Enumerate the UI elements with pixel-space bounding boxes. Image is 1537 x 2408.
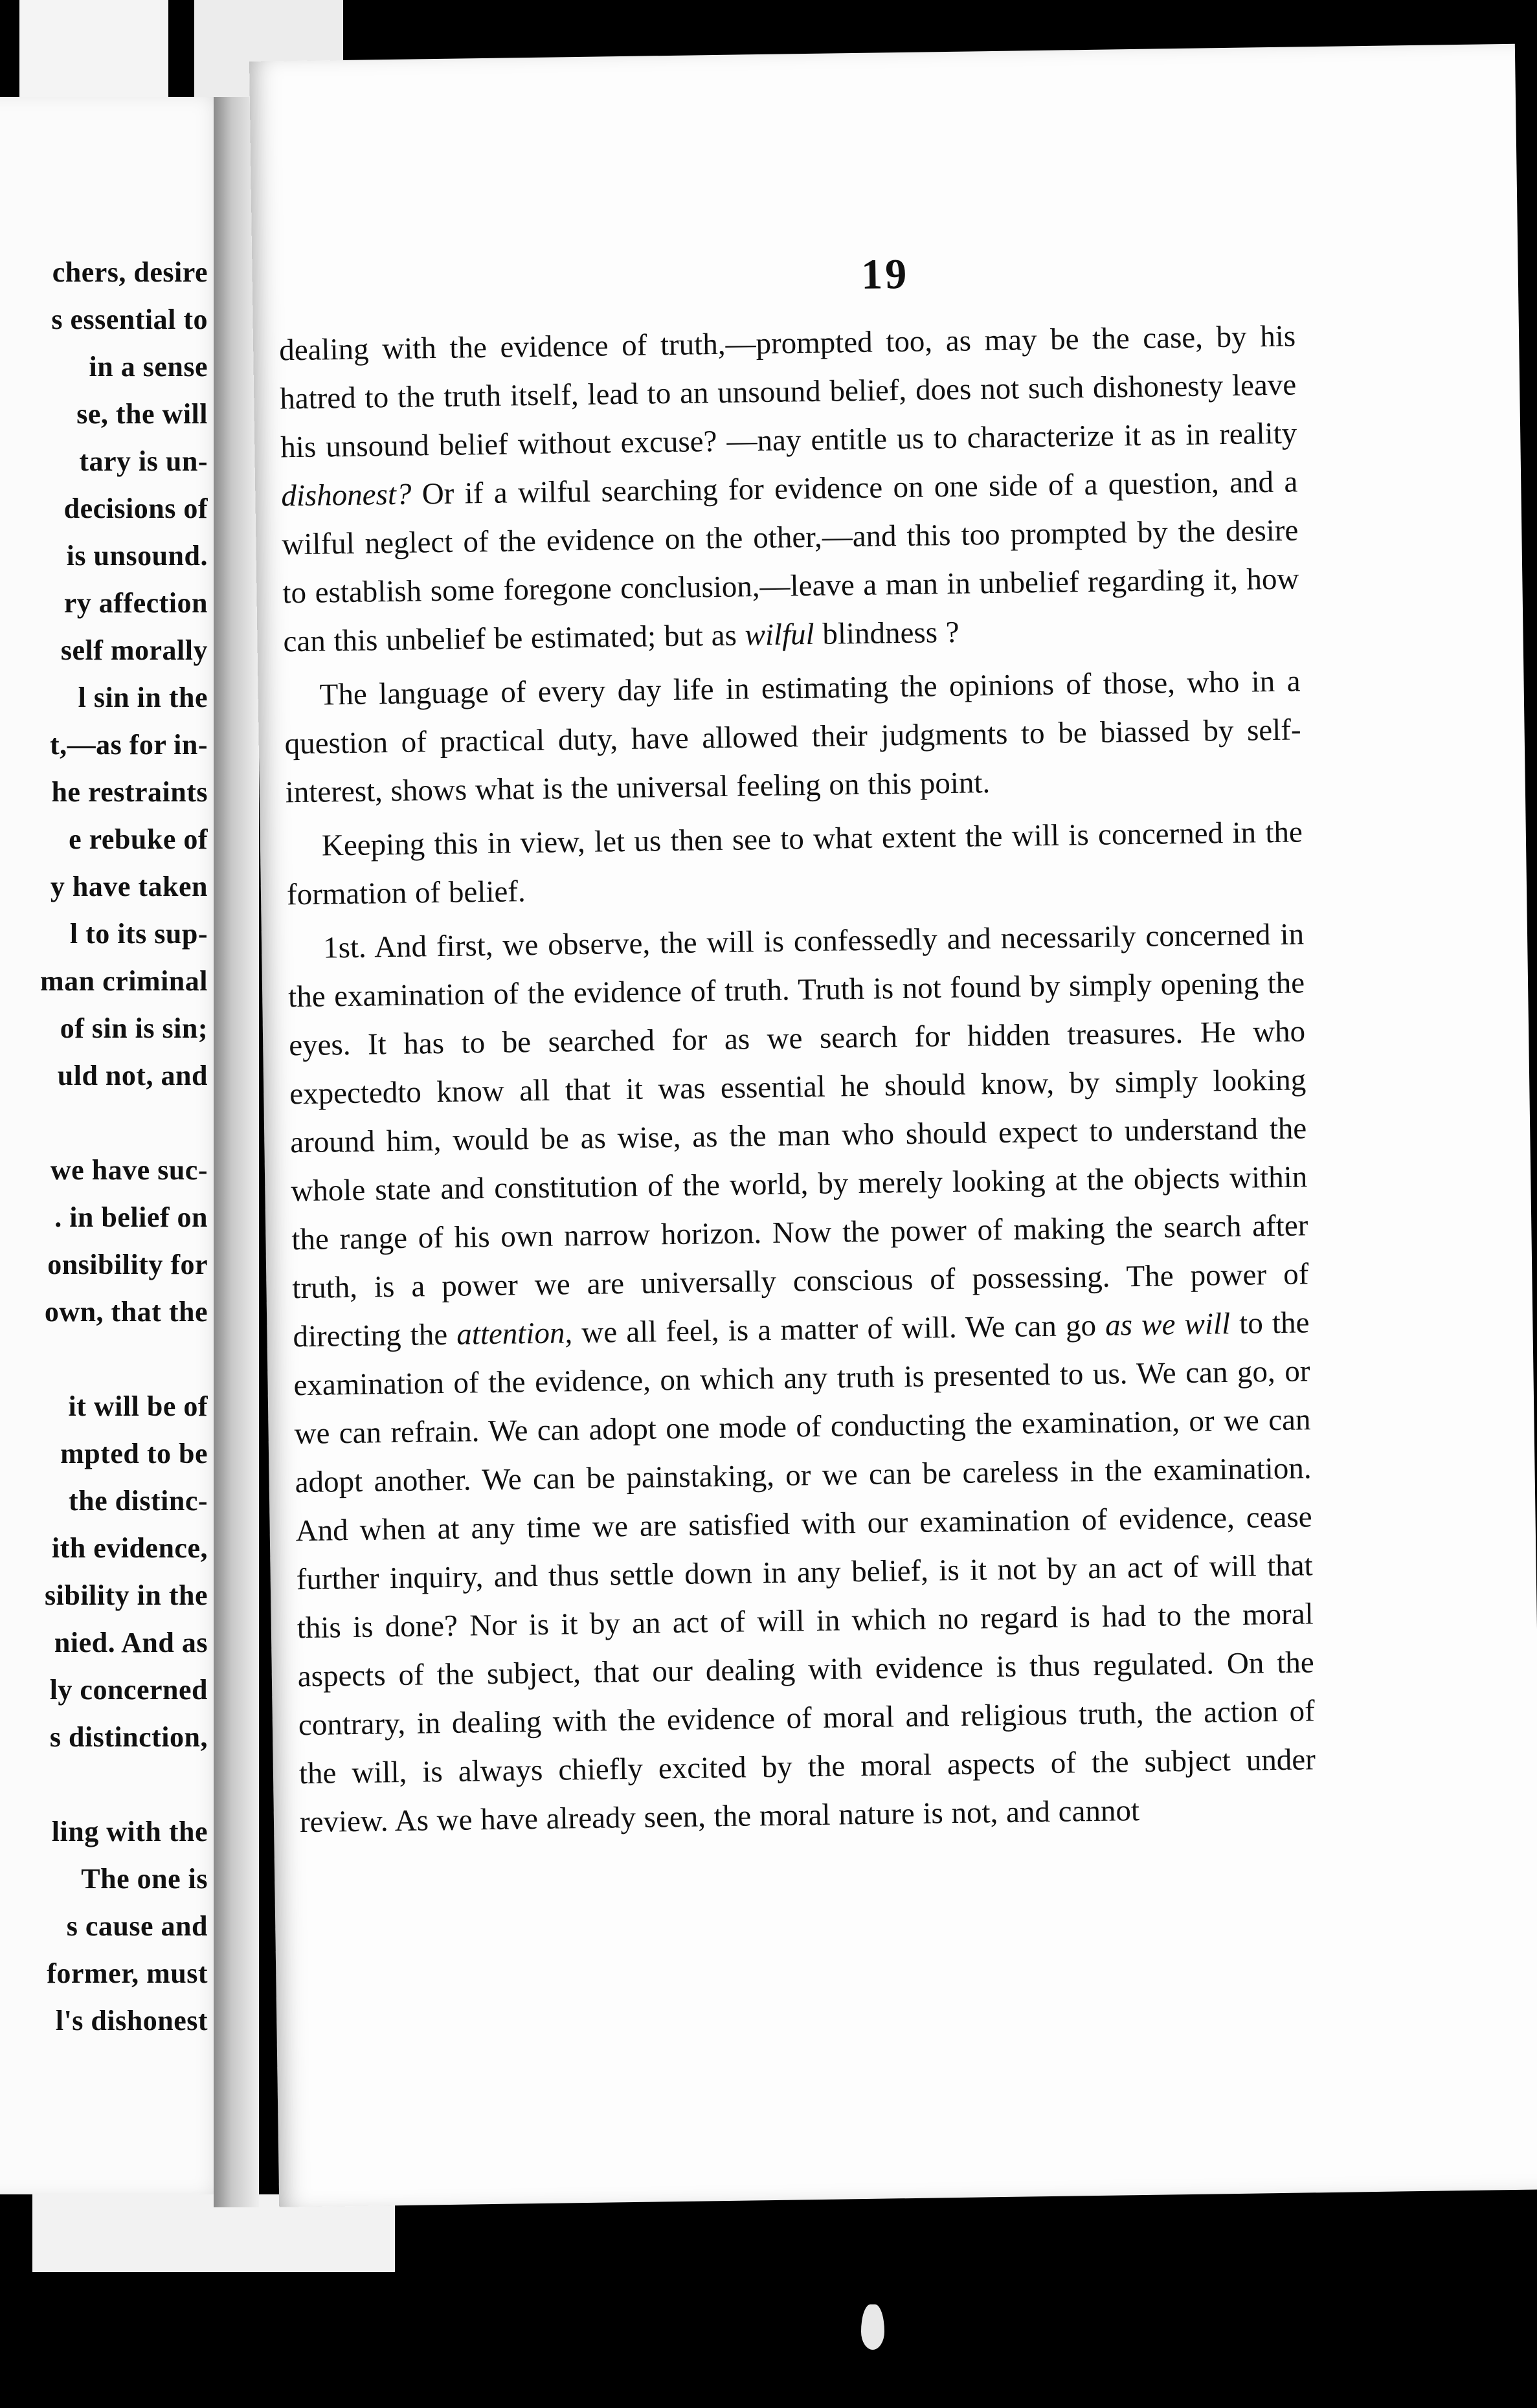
left-page-line: in a sense xyxy=(89,351,208,383)
left-page-line: s essential to xyxy=(51,304,208,335)
left-page-line: uld not, and xyxy=(57,1060,208,1091)
left-page-line: man criminal xyxy=(40,965,208,997)
left-page-line: the distinc- xyxy=(69,1485,208,1517)
left-page-line: he restraints xyxy=(51,776,208,808)
paragraph: Keeping this in view, let us then see to what extent the will is concerned in the formation of belief. xyxy=(286,815,1303,912)
left-page-line: ly concerned xyxy=(49,1674,208,1706)
left-page-line: decisions of xyxy=(63,493,208,524)
left-page-fragment xyxy=(0,97,230,2194)
left-page-line: l sin in the xyxy=(78,682,208,713)
left-page-line: . in belief on xyxy=(54,1201,208,1233)
left-page-line: self morally xyxy=(60,634,208,666)
left-page-line: The one is xyxy=(81,1863,208,1895)
left-page-line: s cause and xyxy=(66,1910,208,1942)
italic-word: dishonest? xyxy=(281,477,412,513)
left-page-line: ith evidence, xyxy=(51,1532,208,1564)
book-gutter-shadow xyxy=(214,97,259,2207)
left-page-line: e rebuke of xyxy=(69,823,208,855)
page-number: 19 xyxy=(860,250,910,298)
left-page-line: y have taken xyxy=(50,871,208,902)
left-page-line: l's dishonest xyxy=(55,2005,208,2036)
text-run: dealing with the evidence of truth,—prompted too, as may be the case, by his hatred to the truth itself, lead to an unsound belief, does not such dishonesty leave his unsound belief without excuse? —nay entitle us to characterize it as in reality xyxy=(278,319,1297,465)
left-page-line: nied. And as xyxy=(54,1627,208,1658)
left-page-line: ling with the xyxy=(51,1816,208,1847)
left-page-line: t,—as for in- xyxy=(49,729,208,761)
page-body-text xyxy=(279,312,1317,1847)
italic-word: attention, xyxy=(456,1316,573,1352)
right-page xyxy=(249,44,1537,2207)
left-page-line: sibility in the xyxy=(45,1579,208,1611)
text-run: 1st. And first, we observe, the will is confessedly and necessarily concerned in the examination of the evidence of truth. Truth is not found by simply opening the eyes. It has to be searched for as we search for hidden treasures. He who expectedto know all that it was essential he should know, by simply looking around him, would be as wise, as the man who should expect to understand the whole state and constitution of the world, by merely looking at the objects within the range of his own narrow horizon. Now the power of making the search after truth, is a power we are universally conscious of possessing. The power of directing the xyxy=(287,917,1309,1354)
left-page-top-edge xyxy=(19,0,168,97)
left-page-line: we have suc- xyxy=(50,1154,208,1186)
left-page-line: l to its sup- xyxy=(69,918,208,950)
paragraph: The language of every day life in estimating the opinions of those, who in a question of practical duty, have allowed their judgments to be biassed by self-interest, shows what is the universal feeling on this point. xyxy=(284,664,1301,810)
left-page-line: own, that the xyxy=(44,1296,208,1328)
left-page-line: tary is un- xyxy=(79,445,208,477)
text-run: to the examination of the evidence, on which any truth is presented to us. We can go, or we can refrain. We can adopt one mode of conducting the examination, or we can adopt another. We can be painstaking, or we can be careless in the examination. And when at any time we are satisfied with our examination of evidence, cease further inquiry, and thus settle down in any belief, is it not by an act of will that this is done? Nor is it by an act of will in which no regard is had to the moral aspects of the subject, that our dealing with evidence is thus regulated. On the contrary, in dealing with the evidence of moral and religious truth, the action of the will, is always chiefly excited by the moral aspects of the subject under review. As we have already seen, the moral nature is not, and cannot xyxy=(293,1306,1316,1840)
left-page-line: chers, desire xyxy=(52,256,208,288)
text-run: we all feel, is a matter of will. We can go xyxy=(572,1308,1106,1350)
left-page-line: of sin is sin; xyxy=(60,1012,208,1044)
left-page-line: ry affection xyxy=(63,587,208,619)
left-page-line: it will be of xyxy=(68,1390,208,1422)
left-page-line: se, the will xyxy=(76,398,208,430)
text-run: blindness ? xyxy=(814,615,959,651)
paragraph-continued xyxy=(279,312,1300,666)
italic-phrase: as we will xyxy=(1105,1307,1231,1343)
left-page-line: is unsound. xyxy=(66,540,208,572)
italic-word: wilful xyxy=(745,617,815,652)
left-page-line: onsibility for xyxy=(47,1249,208,1280)
left-page-line: former, must xyxy=(47,1957,208,1989)
text-run: Or if a wilful searching for evidence on one side of a question, and a wilful neglect of the evidence on the other,—and this too prompted by the desire to establish some foregone conclusion,—leave a man in unbelief regarding it, how can this unbelief be estimated; but as xyxy=(282,465,1299,659)
scan-artifact-mark xyxy=(861,2304,884,2350)
left-page-line: mpted to be xyxy=(60,1438,208,1469)
paragraph-first-point xyxy=(287,910,1317,1847)
left-page-line: s distinction, xyxy=(49,1721,208,1753)
